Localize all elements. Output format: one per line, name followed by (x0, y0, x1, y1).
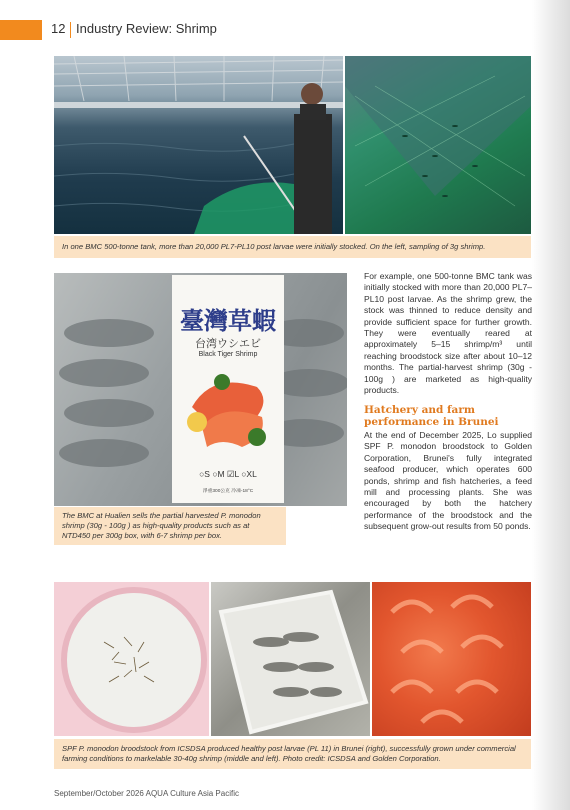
tank-photo (54, 56, 343, 234)
product-name-english: Black Tiger Shrimp (198, 351, 258, 358)
larvae-bowl-illustration (54, 582, 209, 736)
cooked-shrimp-photo (372, 582, 531, 736)
header-accent-bar (0, 20, 42, 40)
section-subheading: Hatchery and farm performance in Brunei (364, 404, 499, 428)
crate-illustration (211, 582, 370, 736)
net-weight: 淨重300公克 冷凍-18°C (202, 489, 254, 494)
cooked-shrimp-icon (172, 367, 284, 457)
cooked-shrimp-pile-illustration (372, 582, 531, 736)
product-label (172, 275, 284, 503)
harvested-shrimp-crate-photo (211, 582, 370, 736)
sampling-net-photo (345, 56, 531, 234)
middle-photo-caption: The BMC at Hualien sells the partial harvested P. monodon shrimp (30g - 100g ) as high-quality products such as at NTD450 per 300g box, with 6-7 shrimp per box. (54, 507, 286, 545)
size-options: ○S ○M ☑L ○XL (199, 469, 257, 479)
sampling-net-illustration (345, 56, 531, 234)
page-edge-shadow (532, 0, 570, 810)
post-larvae-photo (54, 582, 209, 736)
section-title: Industry Review: Shrimp (76, 21, 217, 36)
header-divider (70, 22, 71, 38)
body-paragraph-2: At the end of December 2025, Lo supplied SPF P. monodon broodstock to Golden Corporation, Brunei's fully integrated seafood producer, which operates 600 ponds, shrimp and fish hatcheries, a feed mill and processing plants. She was encouraged by both the hatchery performance of the broodstock and the subsequent grow-out results from 50 ponds. (364, 430, 532, 532)
product-name-chinese: 臺灣草蝦 (180, 306, 276, 335)
bottom-photo-caption: SPF P. monodon broodstock from ICSDSA produced healthy post larvae (PL 11) in Brunei (right), successfully grown under commercial farming conditions to markelable 30-40g shrimp (middle and left). Photo credit: ICSDSA and Golden Corporation. (54, 739, 531, 769)
tank-photo-illustration (54, 56, 343, 234)
page-footer: September/October 2026 AQUA Culture Asia Pacific (54, 789, 239, 798)
shrimp-box-photo (54, 273, 347, 506)
top-photo-caption: In one BMC 500-tonne tank, more than 20,000 PL7-PL10 post larvae were initially stocked. On the left, sampling of 3g shrimp. (54, 236, 531, 258)
product-name-japanese: 台湾ウシエビ (195, 338, 261, 350)
page-number: 12 (51, 21, 66, 36)
body-paragraph-1: For example, one 500-tonne BMC tank was initially stocked with more than 20,000 PL7–PL10 post larvae. As the shrimp grew, the stock was thinned to reduce density and provide sufficient space for further growth. They were eventually reared at approximately 5–15 shrimp/m³ until reaching broodstock size after about 10–12 months. The partial-harvest shrimp (30g - 100g ) are marketed as high-quality products. (364, 271, 532, 396)
